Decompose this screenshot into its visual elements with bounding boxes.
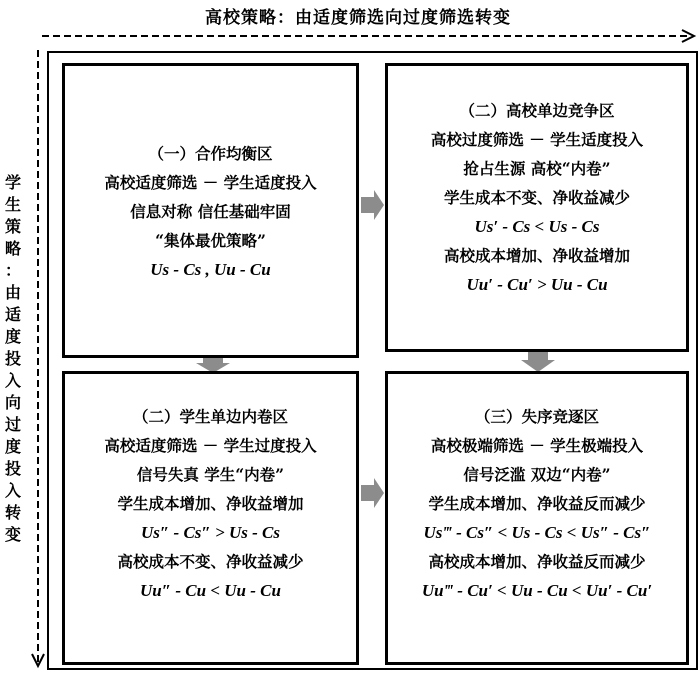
zone-line: 高校成本不变、净收益减少: [117, 552, 304, 571]
zone-heading: （一）合作均衡区: [148, 144, 273, 163]
side-axis-char: 生: [4, 195, 21, 214]
zone-cooperative-equilibrium: [62, 63, 359, 358]
zone-line: 信号失真 学生“内卷”: [136, 465, 285, 484]
side-axis-char: 入: [4, 371, 21, 390]
zone-formula: Us″ - Cs″ > Us - Cs: [141, 523, 280, 542]
side-axis-title: [0, 172, 26, 546]
zone-heading: （三）失序竞逐区: [474, 407, 599, 426]
zone-student-involution: [62, 371, 359, 665]
zone-formula: Us‴ - Cs″ < Us - Cs < Us″ - Cs″: [423, 523, 651, 542]
zone-formula: Uu‴ - Cu′ < Uu - Cu < Uu′ - Cu′: [421, 581, 653, 600]
side-axis-char: 变: [4, 525, 21, 544]
side-axis-char: 度: [4, 437, 21, 456]
zone-disorderly-competition: [385, 371, 689, 665]
zone-line: 信号泛滥 双边“内卷”: [463, 465, 611, 484]
side-axis-char: 投: [4, 349, 21, 368]
zone-formula: Uu′ - Cu′ > Uu - Cu: [466, 275, 608, 294]
top-axis-title: 高校策略：由适度筛选向过度筛选转变: [205, 8, 511, 28]
side-axis-char: 过: [4, 415, 21, 434]
side-axis-char: ：: [4, 261, 21, 280]
zone-formula: Us - Cs , Uu - Cu: [150, 260, 271, 279]
zone-heading: （二）学生单边内卷区: [132, 407, 288, 426]
zone-formula: Us′ - Cs < Us - Cs: [474, 217, 600, 236]
zone-university-competition: [385, 63, 689, 352]
zone-line: 高校过度筛选 － 学生适度投入: [430, 130, 644, 149]
zone-heading: （二）高校单边竞争区: [459, 101, 615, 120]
side-axis-char: 由: [4, 283, 21, 302]
zone-line: 信息对称 信任基础牢固: [130, 202, 291, 221]
zone-line: 学生成本不变、净收益减少: [443, 188, 630, 207]
side-axis-char: 投: [4, 459, 21, 478]
side-axis-char: 向: [4, 393, 21, 412]
zone-line: 高校成本增加、净收益反而减少: [428, 552, 646, 571]
side-axis-char: 转: [4, 503, 21, 522]
zone-line: 学生成本增加、净收益反而减少: [428, 494, 646, 513]
zone-line: 抢占生源 高校“内卷”: [463, 159, 611, 178]
zone-line: 高校适度筛选 － 学生过度投入: [104, 436, 317, 455]
zone-line: 高校极端筛选 － 学生极端投入: [430, 436, 644, 455]
side-axis-char: 入: [4, 481, 21, 500]
zone-line: 学生成本增加、净收益增加: [117, 494, 304, 513]
side-axis-char: 度: [4, 327, 21, 346]
side-axis-char: 略: [4, 239, 21, 258]
zone-line: 高校成本增加、净收益增加: [443, 246, 630, 265]
side-axis-char: 适: [4, 305, 21, 324]
zone-formula: Uu″ - Cu < Uu - Cu: [140, 581, 281, 600]
zone-line: 高校适度筛选 － 学生适度投入: [104, 173, 317, 192]
zone-line: “集体最优策略”: [155, 231, 266, 250]
side-axis-char: 学: [4, 173, 21, 192]
side-axis-char: 策: [4, 217, 21, 236]
